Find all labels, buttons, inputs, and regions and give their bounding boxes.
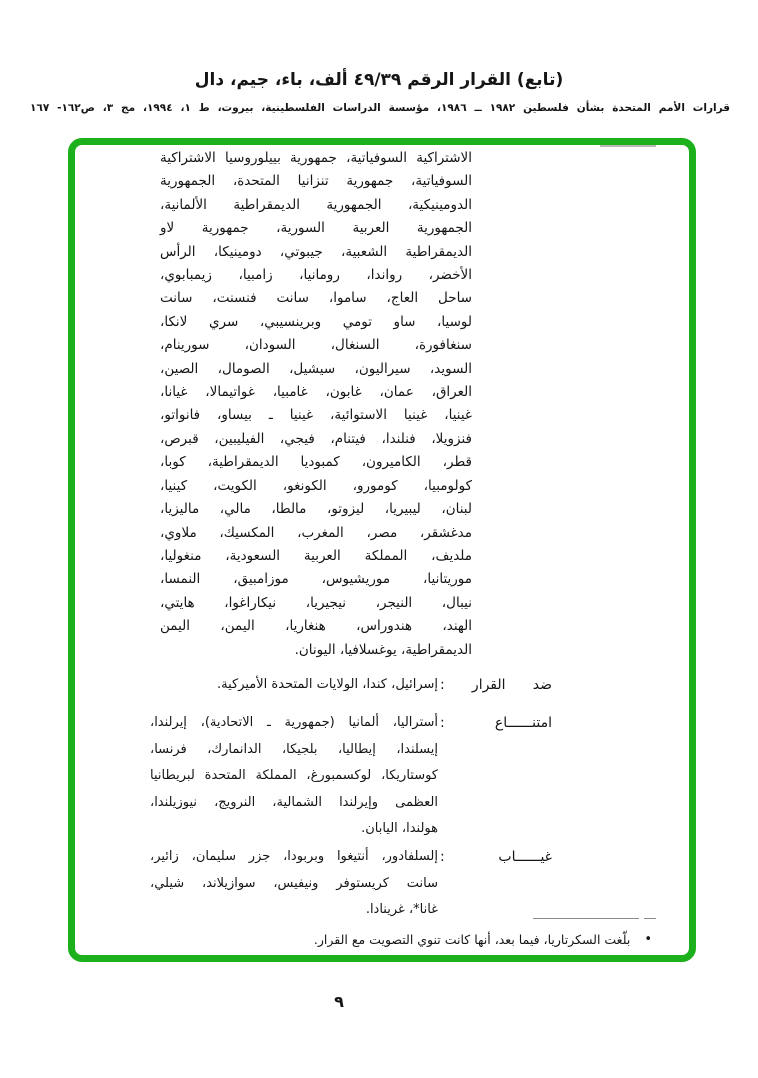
country-list-line: الديمقراطية الشعبية، جيبوتي، دومينيكا، الرأس — [160, 243, 472, 260]
country-list-line: إلسلفادور، أنتيغوا وبربودا، جزر سليمان، زائير، — [150, 849, 438, 864]
country-list-line: الأخضر، رواندا، رومانيا، زامبيا، زيمبابوي، — [160, 267, 472, 284]
country-list-line: كولومبيا، كومورو، الكونغو، الكويت، كينيا، — [160, 477, 472, 494]
country-list-line: إسرائيل، كندا، الولايات المتحدة الأميركية. — [217, 677, 438, 692]
country-list-line: غانا*، غرينادا. — [365, 902, 438, 918]
bullet-icon: • — [644, 932, 652, 947]
country-list-line: الدومينيكية، الجمهورية الديمقراطية الألمانية، — [160, 196, 472, 213]
country-list-line: لبنان، ليبيريا، ليزوتو، مالطا، مالي، ماليزيا، — [160, 501, 472, 518]
country-list-line: نيبال، النيجر، نيجيريا، نيكاراغوا، هايتي، — [160, 594, 472, 611]
country-list-line: فنزويلا، فنلندا، فيتنام، فيجي، الفيليبين، قبرص، — [160, 430, 472, 447]
source-citation: قرارات الأمم المتحدة بشأن فلسطين ١٩٨٢ ــ ١٩٨٦، مؤسسة الدراسات الفلسطينية، بيروت، ط ١، ١٩٩٤، مج ٣، ص١٦٢- ١٦٧ — [30, 102, 731, 114]
country-list-line: قطر، الكاميرون، كمبوديا الديمقراطية، كوبا، — [160, 454, 472, 471]
country-list-line: مدغشقر، مصر، المغرب، المكسيك، ملاوي، — [160, 524, 472, 541]
country-list-line: الجمهورية العربية السورية، جمهورية لاو — [160, 220, 472, 237]
country-list-line: الديمقراطية، يوغسلافيا، اليونان. — [294, 641, 472, 658]
page-number: ٩ — [334, 992, 344, 1011]
vote-label-against: ضد القرار : — [440, 677, 552, 693]
country-list-line: أستراليا، ألمانيا (جمهورية ـ الاتحادية)، إيرلندا، — [150, 715, 438, 730]
vote-countries-absent — [150, 844, 438, 924]
footnote — [150, 930, 652, 950]
vote-label-absent: غيــــــاب : — [440, 849, 552, 865]
country-list-line: سنغافورة، السنغال، السودان، سورينام، — [160, 337, 472, 354]
country-list-line: لوسيا، ساو تومي وبرينسيبي، سري لانكا، — [160, 313, 472, 330]
country-list-line: السويد، سيراليون، سيشيل، الصومال، الصين، — [160, 360, 472, 377]
country-list-line: كوستاريكا، لوكسمبورغ، المملكة المتحدة لبريطانيا — [150, 768, 438, 784]
country-list-line: السوفياتية، جمهورية تنزانيا المتحدة، الجمهورية — [160, 173, 472, 190]
country-list-line: هولندا، اليابان. — [361, 821, 438, 837]
vote-in-favor-continuation-list — [160, 147, 472, 662]
country-list-line: الهند، هندوراس، هنغاريا، اليمن، اليمن — [160, 618, 472, 635]
country-list-line: العظمى وإيرلندا الشمالية، النرويج، نيوزيلندا، — [150, 794, 438, 810]
footnote-text: بلّغت السكرتاريا، فيما بعد، أنها كانت تنوي التصويت مع القرار. — [313, 932, 631, 947]
country-list-line: ساحل العاج، ساموا، سانت فنسنت، سانت — [160, 290, 472, 307]
scan-artifact-dash — [600, 145, 656, 147]
footnote-separator-short — [644, 918, 656, 919]
country-list-line: غينيا، غينيا الاستوائية، غينيا ـ بيساو، فانواتو، — [160, 407, 472, 424]
country-list-line: ملديف، المملكة العربية السعودية، منغوليا، — [160, 547, 472, 564]
vote-countries-against — [150, 672, 438, 699]
footnote-separator-long — [533, 918, 639, 919]
country-list-line: الاشتراكية السوفياتية، جمهورية بييلوروسيا الاشتراكية — [160, 150, 472, 166]
vote-countries-abstain — [150, 710, 438, 843]
page-title: (تابع) القرار الرقم ٤٩/٣٩ ألف، باء، جيم، دال — [194, 70, 564, 90]
country-list-line: إيسلندا، إيطاليا، بلجيكا، الدانمارك، فرنسا، — [150, 741, 438, 757]
vote-label-abstain: امتنــــــاع : — [440, 715, 552, 731]
country-list-line: سانت كريستوفر ونيفيس، سوازيلاند، شيلي، — [150, 875, 438, 891]
country-list-line: موريتانيا، موريشيوس، موزامبيق، النمسا، — [160, 571, 472, 588]
country-list-line: العراق، عمان، غابون، غامبيا، غواتيمالا، غيانا، — [160, 384, 472, 401]
